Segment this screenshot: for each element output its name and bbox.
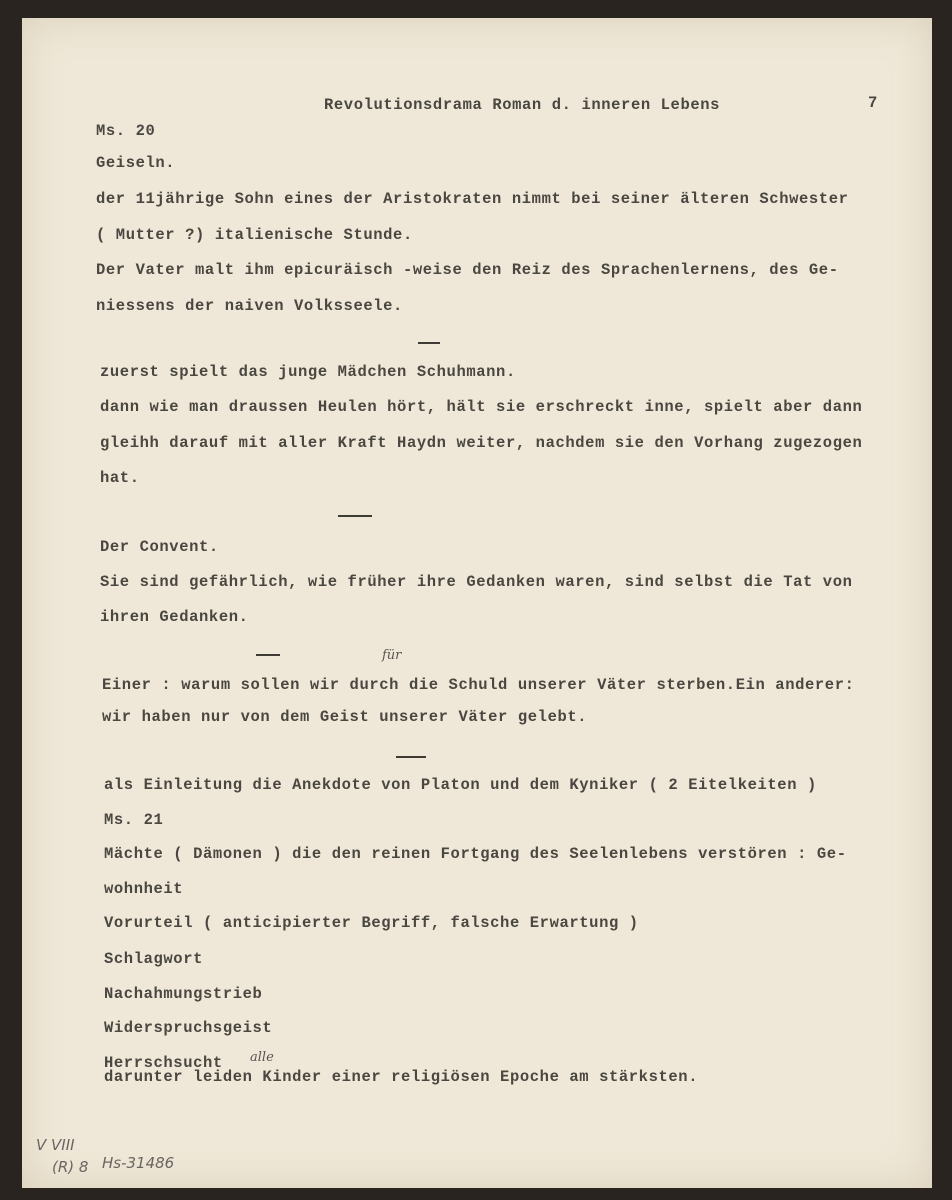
text-line: Einer : warum sollen wir durch die Schuld unserer Väter sterben.Ein anderer: [102,676,855,694]
text-line: darunter leiden Kinder einer religiösen Epoche am stärksten. [104,1068,699,1086]
text-line: ihren Gedanken. [100,608,249,626]
text-line: zuerst spielt das junge Mädchen Schuhmann. [100,363,516,381]
text-line: Nachahmungstrieb [104,985,263,1003]
archive-shelf-mark: (R) 8 [52,1158,89,1176]
archive-shelf-mark: V VIII [36,1136,75,1154]
section-divider [338,515,372,517]
section-divider [396,756,426,758]
page-number: 7 [868,94,878,112]
text-line: Der Vater malt ihm epicuräisch -weise den Reiz des Sprachenlernens, des Ge- [96,261,839,279]
text-line: der 11jährige Sohn eines der Aristokraten nimmt bei seiner älteren Schwester [96,190,849,208]
text-line: Herrschsucht [104,1054,223,1072]
text-line: Mächte ( Dämonen ) die den reinen Fortgang des Seelenlebens verstören : Ge- [104,845,847,863]
text-line: Ms. 21 [104,811,164,829]
section-divider [418,342,440,344]
text-line: Vorurteil ( anticipierter Begriff, falsche Erwartung ) [104,914,639,932]
text-line: als Einleitung die Anekdote von Platon und dem Kyniker ( 2 Eitelkeiten ) [104,776,817,794]
text-line: Der Convent. [100,538,219,556]
text-line: Widerspruchsgeist [104,1019,273,1037]
text-line: ( Mutter ?) italienische Stunde. [96,226,413,244]
section-divider [256,654,280,656]
handwritten-correction: für [382,648,402,663]
text-line: Sie sind gefährlich, wie früher ihre Gedanken waren, sind selbst die Tat von [100,573,853,591]
text-line: dann wie man draussen Heulen hört, hält sie erschreckt inne, spielt aber dann [100,398,863,416]
text-line: wir haben nur von dem Geist unserer Väter gelebt. [102,708,588,726]
text-line: gleihh darauf mit aller Kraft Haydn weiter, nachdem sie den Vorhang zugezogen [100,434,863,452]
text-line: Schlagwort [104,950,204,968]
document-title: Revolutionsdrama Roman d. inneren Lebens [324,96,721,114]
text-line: hat. [100,469,140,487]
text-line: Ms. 20 [96,122,156,140]
text-line: niessens der naiven Volksseele. [96,297,403,315]
archive-signature: Hs-31486 [102,1154,175,1172]
text-line: wohnheit [104,880,184,898]
text-line: Geiseln. [96,154,176,172]
handwritten-insertion: alle [250,1050,274,1065]
manuscript-page [22,18,932,1188]
